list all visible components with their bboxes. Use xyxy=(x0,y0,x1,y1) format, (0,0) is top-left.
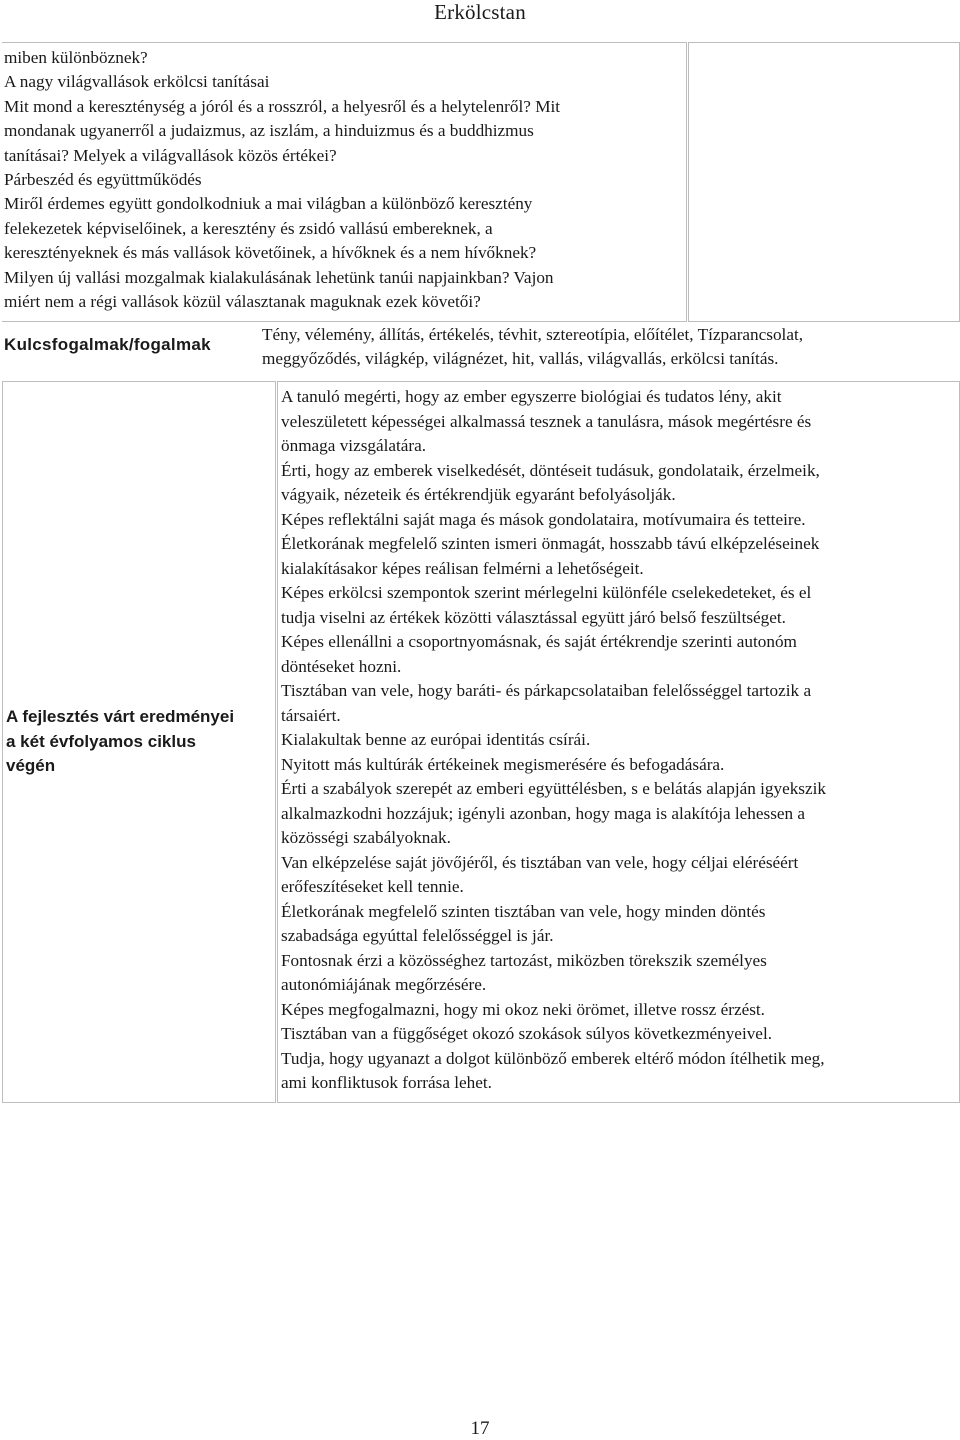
key-concepts-text xyxy=(262,323,952,371)
text-line: A tanuló megérti, hogy az ember egyszerre biológiai és tudatos lény, akit xyxy=(281,387,782,406)
text-line: tanításai? Melyek a világvallások közös értékei? xyxy=(4,145,337,165)
text-line: Érti a szabályok szerepét az emberi együttélésben, s e belátás alapján igyekszik xyxy=(281,779,826,798)
text-line: keresztényeknek és más vallások követőinek, a hívőknek és a nem hívőknek? xyxy=(4,243,537,263)
text-line: szabadsága egyúttal felelősséggel is jár. xyxy=(281,926,554,945)
text-line: alkalmazkodni hozzájuk; igényli azonban, hogy maga is alakítója lehessen a xyxy=(281,803,806,823)
text-line: Van elképzelése saját jövőjéről, és tisztában van vele, hogy céljai eléréséért xyxy=(281,852,799,872)
text-line: Párbeszéd és együttműködés xyxy=(4,170,202,190)
text-line: veleszületett képességei alkalmassá tesznek a tanulásra, mások megértésre és xyxy=(281,411,812,431)
text-line: A nagy világvallások erkölcsi tanításai xyxy=(4,72,270,92)
text-line: önmaga vizsgálatára. xyxy=(281,436,427,455)
text-line: Életkorának megfelelő szinten tisztában van vele, hogy minden döntés xyxy=(281,901,766,921)
text-line: Tisztában van a függőséget okozó szokások súlyos következményeivel. xyxy=(281,1024,773,1043)
page-header-title: Erkölcstan xyxy=(434,0,526,24)
key-concepts-label: Kulcsfogalmak/fogalmak xyxy=(4,335,211,354)
text-line: Tudja, hogy ugyanazt a dolgot különböző emberek eltérő módon ítélhetik meg, xyxy=(281,1048,825,1068)
text-line: Képes ellenállni a csoportnyomásnak, és saját értékrendje szerinti autonóm xyxy=(281,632,797,651)
text-line: Képes erkölcsi szempontok szerint mérlegelni különféle cselekedeteket, és el xyxy=(281,583,812,602)
text-line: döntéseket hozni. xyxy=(281,656,402,676)
label-line: végén xyxy=(6,756,56,775)
text-line: Tény, vélemény, állítás, értékelés, tévhit, sztereotípia, előítélet, Tízparancsolat, xyxy=(262,325,804,344)
text-line: erőfeszítéseket kell tennie. xyxy=(281,877,464,896)
label-line: a két évfolyamos ciklus xyxy=(6,731,196,751)
page-number: 17 xyxy=(470,1418,490,1439)
text-line: miért nem a régi vallások közül választanak maguknak ezek követői? xyxy=(4,292,481,312)
label-line: A fejlesztés várt eredményei xyxy=(6,707,235,726)
text-line: miben különböznek? xyxy=(4,48,148,67)
text-line: Fontosnak érzi a közösséghez tartozást, miközben törekszik személyes xyxy=(281,950,767,970)
text-line: meggyőződés, világkép, világnézet, hit, vallás, világvallás, erkölcsi tanítás. xyxy=(262,349,779,368)
text-line: kialakításakor képes reálisan felmérni a lehetőségeit. xyxy=(281,558,644,578)
text-line: felekezetek képviselőinek, a keresztény és zsidó vallású embereknek, a xyxy=(4,218,493,238)
text-line: Képes reflektálni saját maga és mások gondolataira, motívumaira és tetteire. xyxy=(281,509,806,529)
text-line: Életkorának megfelelő szinten ismeri önmagát, hosszabb távú elképzeléseinek xyxy=(281,534,820,553)
text-line: autonómiájának megőrzésére. xyxy=(281,975,487,994)
text-line: Miről érdemes együtt gondolkodniuk a mai világban a különböző keresztény xyxy=(4,194,533,214)
text-line: Mit mond a kereszténység a jóról és a rosszról, a helyesről és a helytelenről? Mit xyxy=(4,96,561,116)
text-line: Milyen új vallási mozgalmak kialakulásának lehetünk tanúi napjainkban? Vajon xyxy=(4,267,554,287)
empty-cell-top-right xyxy=(688,42,960,322)
text-line: Érti, hogy az emberek viselkedését, döntéseit tudásuk, gondolataik, érzelmeik, xyxy=(281,460,820,480)
expected-outcomes-label xyxy=(6,705,270,779)
text-line: tudja viselni az értékek közötti választással együtt járó belső feszültséget. xyxy=(281,607,786,627)
text-line: ami konfliktusok forrása lehet. xyxy=(281,1073,492,1092)
text-line: Nyitott más kultúrák értékeinek megismerésére és befogadására. xyxy=(281,754,725,774)
text-line: vágyaik, nézeteik és értékrendjük egyaránt befolyásolják. xyxy=(281,485,676,504)
text-line: Tisztában van vele, hogy baráti- és párkapcsolataiban felelősséggel tartozik a xyxy=(281,681,812,700)
text-line: közösségi szabályoknak. xyxy=(281,828,451,847)
expected-outcomes-text xyxy=(281,385,957,1096)
text-line: Képes megfogalmazni, hogy mi okoz neki örömet, illetve rossz érzést. xyxy=(281,999,765,1019)
topic-text xyxy=(4,46,684,314)
text-line: társaiért. xyxy=(281,705,341,725)
text-line: mondanak ugyanerről a judaizmus, az iszlám, a hinduizmus és a buddhizmus xyxy=(4,121,534,141)
text-line: Kialakultak benne az európai identitás csírái. xyxy=(281,730,591,749)
